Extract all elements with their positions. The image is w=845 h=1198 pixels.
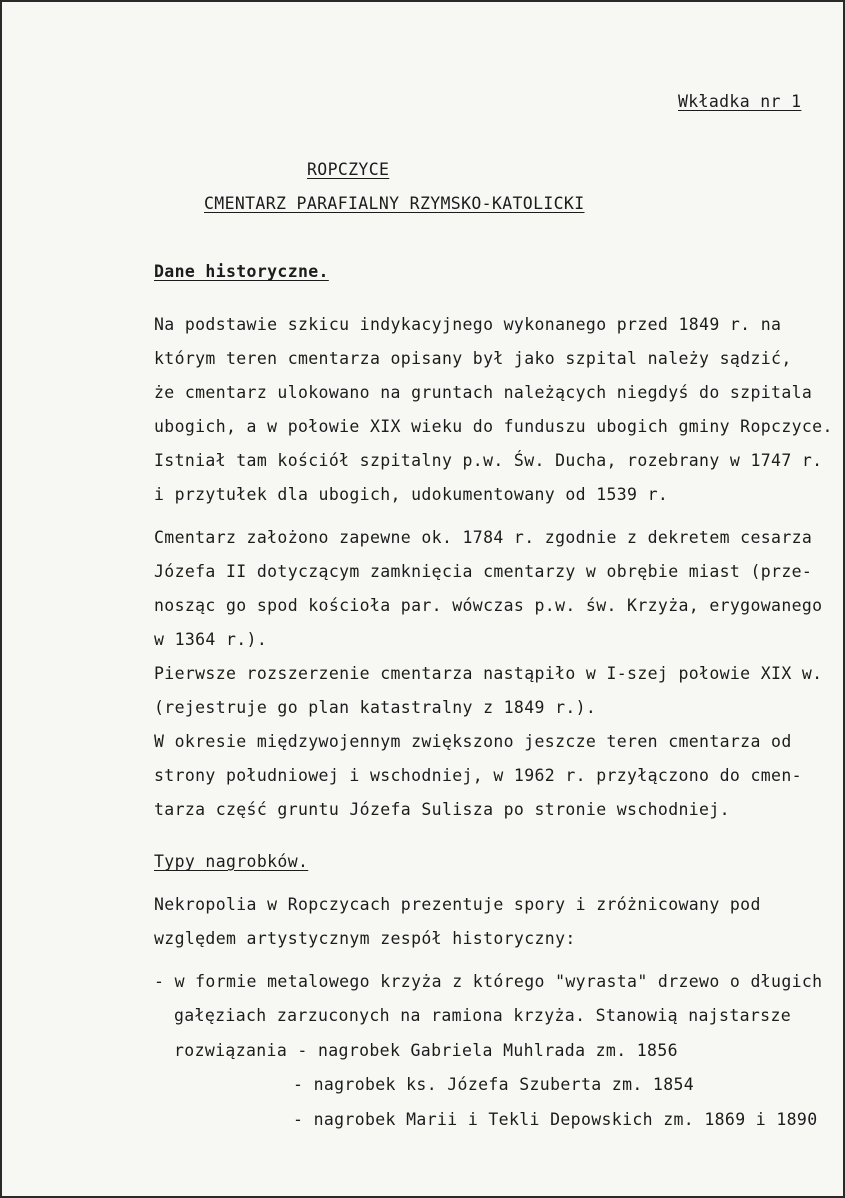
- paragraph-line: W okresie międzywojennym zwiększono jeszcze teren cmentarza od: [154, 732, 792, 751]
- section-heading-tombstones: Typy nagrobków.: [154, 852, 309, 871]
- paragraph-line: w 1364 r.).: [154, 630, 268, 649]
- paragraph-line: Cmentarz założono zapewne ok. 1784 r. zgodnie z dekretem cesarza: [154, 528, 813, 547]
- list-item-line: - nagrobek Marii i Tekli Depowskich zm. 1869 i 1890: [293, 1110, 818, 1129]
- section-heading-history: Dane historyczne.: [154, 262, 329, 281]
- paragraph-line: tarza część gruntu Józefa Sulisza po stronie wschodniej.: [154, 800, 730, 819]
- paragraph-line: i przytułek dla ubogich, udokumentowany od 1539 r.: [154, 485, 669, 504]
- paragraph-line: nosząc go spod kościoła par. wówczas p.w. św. Krzyża, erygowanego: [154, 596, 823, 615]
- list-item-line: - w formie metalowego krzyża z którego "wyrasta" drzewo o długich: [154, 972, 823, 991]
- paragraph-line: Na podstawie szkicu indykacyjnego wykonanego przed 1849 r. na: [154, 315, 782, 334]
- document-title: ROPCZYCE: [307, 160, 390, 179]
- list-item-line: rozwiązania - nagrobek Gabriela Muhlrada zm. 1856: [174, 1041, 678, 1060]
- paragraph-line: ubogich, a w połowie XIX wieku do funduszu ubogich gminy Ropczyce.: [154, 417, 833, 436]
- paragraph-line: strony południowej i wschodniej, w 1962 r. przyłączono do cmen-: [154, 766, 802, 785]
- paragraph-line: Istniał tam kościół szpitalny p.w. Św. Ducha, rozebrany w 1747 r.: [154, 451, 823, 470]
- paragraph-line: Józefa II dotyczącym zamknięcia cmentarzy w obrębie miast (prze-: [154, 562, 813, 581]
- paragraph-line: Nekropolia w Ropczycach prezentuje spory i zróżnicowany pod: [154, 895, 761, 914]
- paragraph-line: (rejestruje go plan katastralny z 1849 r.).: [154, 698, 597, 717]
- paragraph-line: że cmentarz ulokowano na gruntach należących niegdyś do szpitala: [154, 383, 813, 402]
- list-item-line: - nagrobek ks. Józefa Szuberta zm. 1854: [293, 1075, 695, 1094]
- insert-label: Wkładka nr 1: [678, 92, 802, 111]
- paragraph-line: którym teren cmentarza opisany był jako szpital należy sądzić,: [154, 349, 792, 368]
- paragraph-line: Pierwsze rozszerzenie cmentarza nastąpiło w I-szej połowie XIX w.: [154, 664, 823, 683]
- list-item-line: gałęziach zarzuconych na ramiona krzyża. Stanowią najstarsze: [174, 1006, 792, 1025]
- paragraph-line: względem artystycznym zespół historyczny:: [154, 929, 576, 948]
- document-subtitle: CMENTARZ PARAFIALNY RZYMSKO-KATOLICKI: [204, 194, 585, 213]
